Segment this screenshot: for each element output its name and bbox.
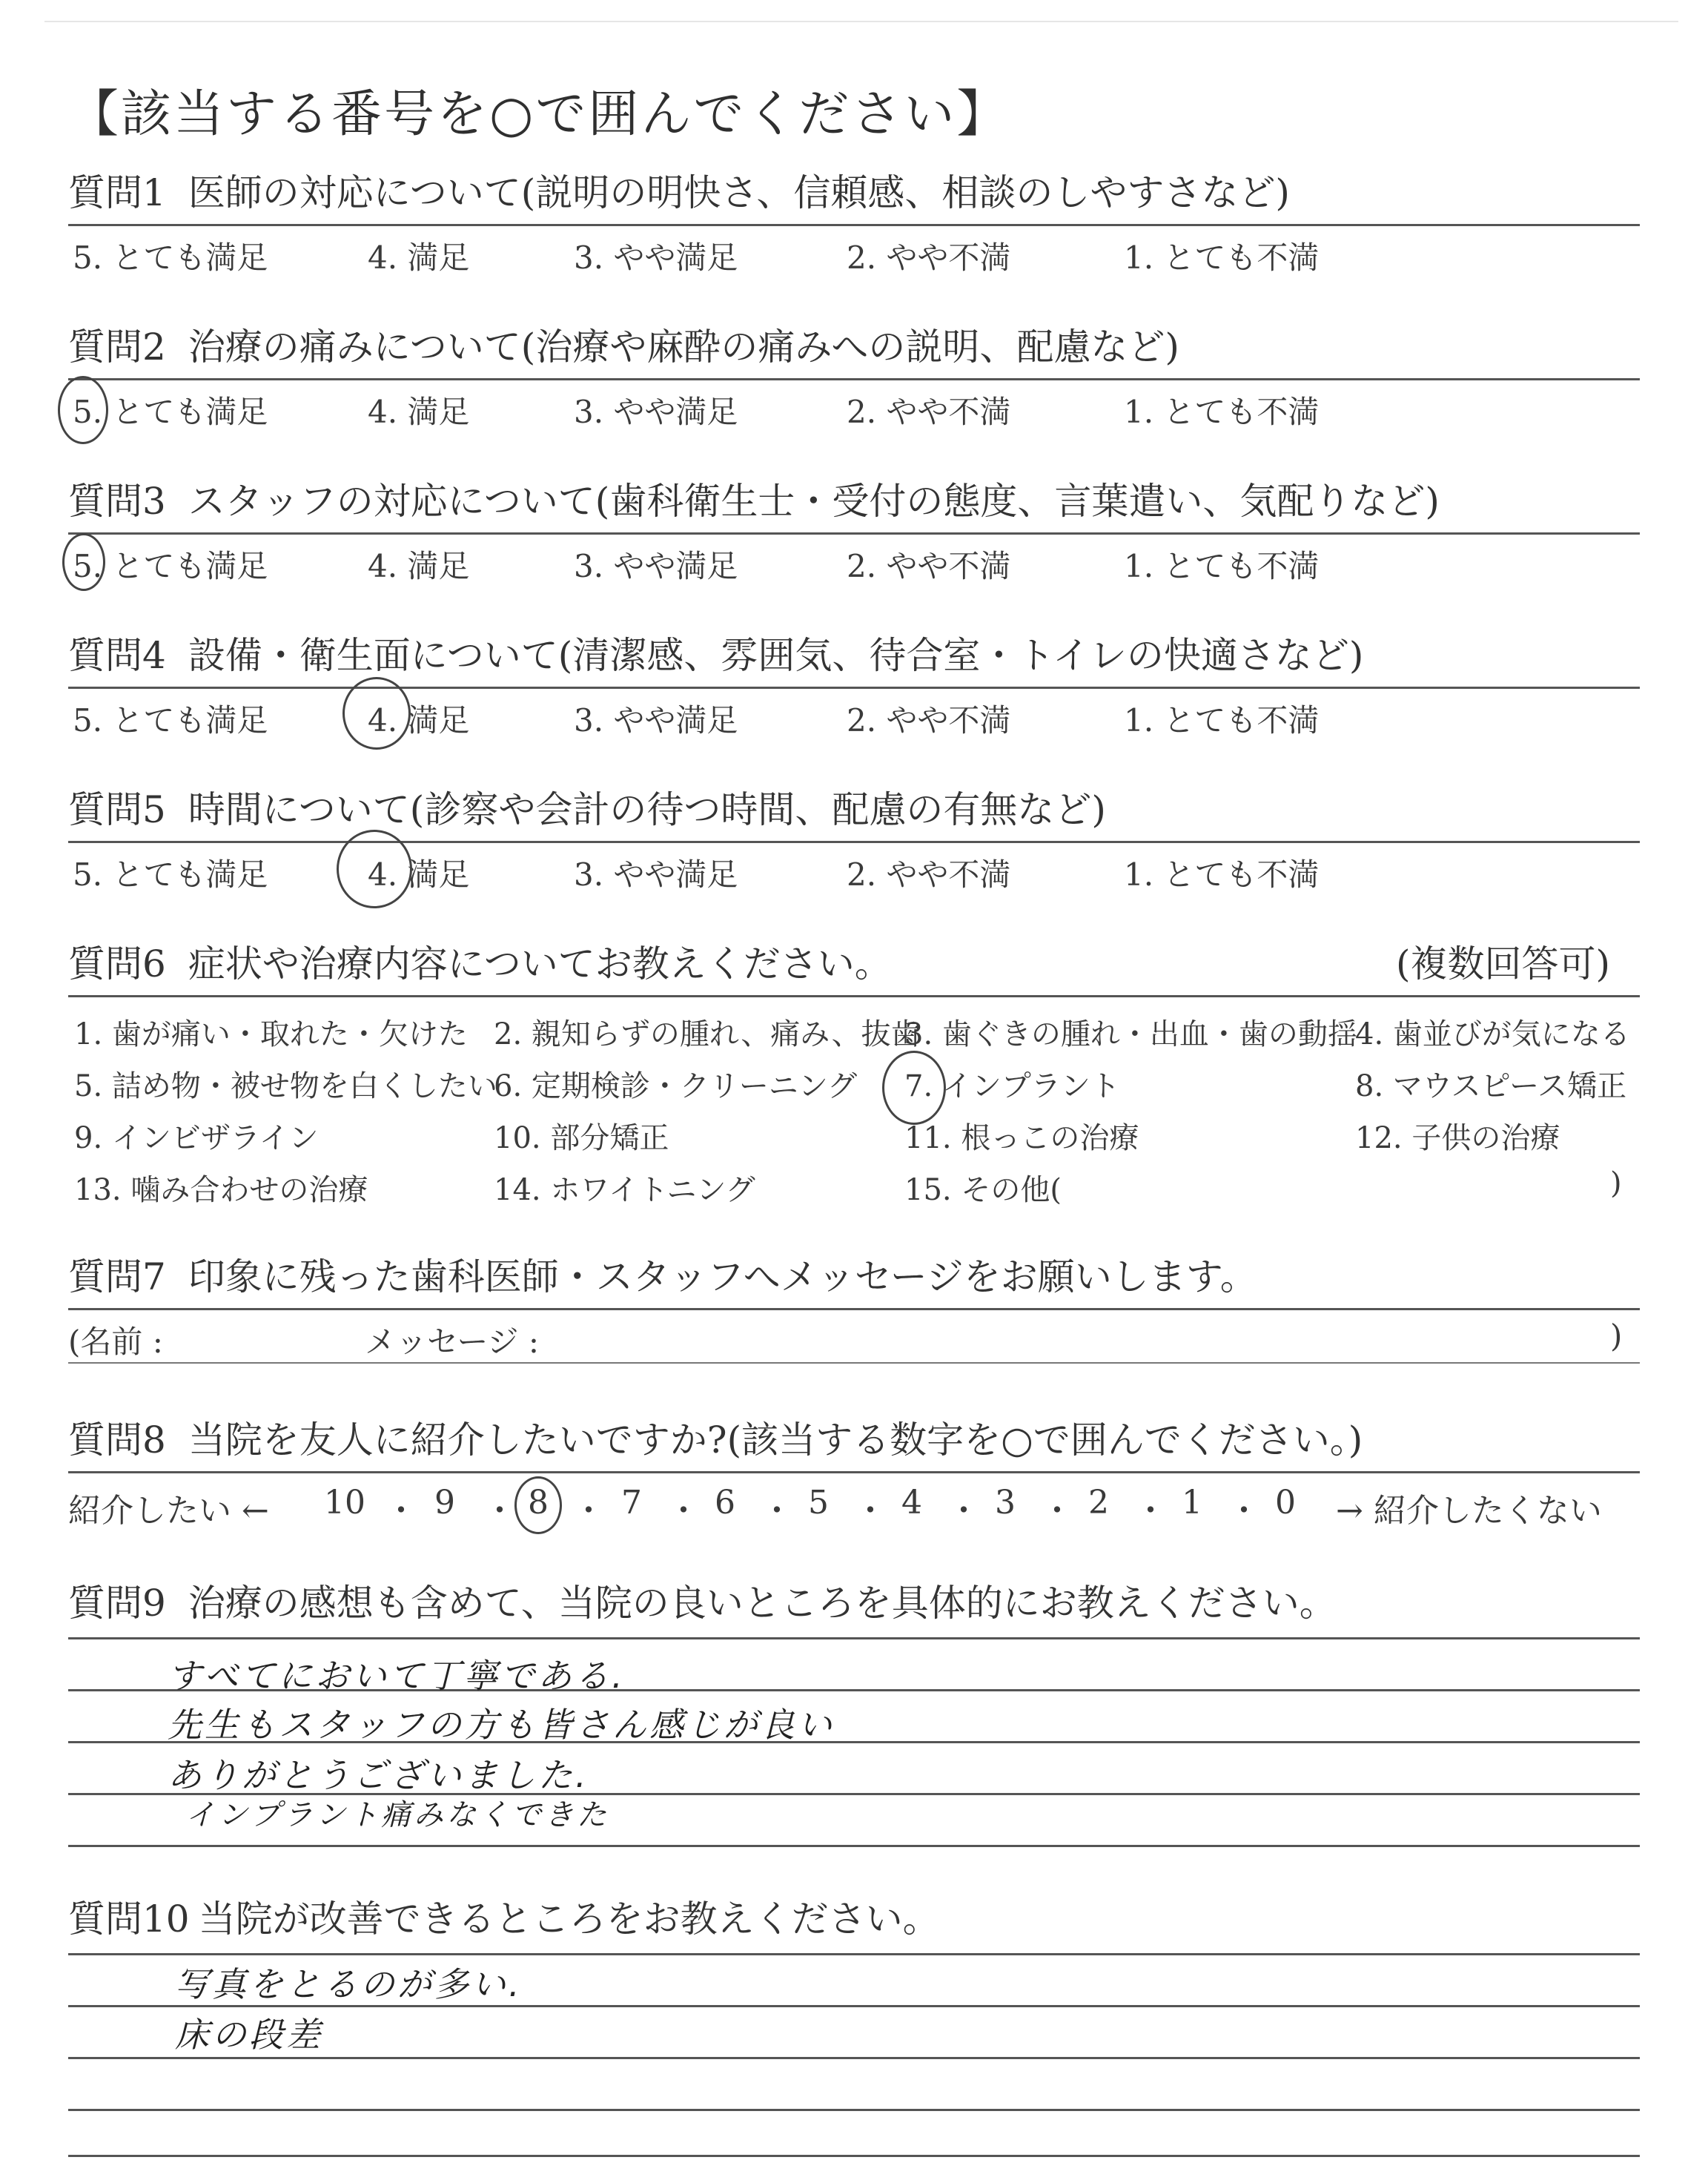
question-number: 質問7 <box>68 1255 166 1298</box>
symptom-option-11[interactable]: 11. 根っこの治療 <box>904 1121 1139 1155</box>
handwritten-answer-line-4: インプラント痛みなくできた <box>185 1798 609 1832</box>
symptom-option-10[interactable]: 10. 部分矯正 <box>494 1121 669 1155</box>
question-number: 質問10 <box>68 1898 190 1941</box>
answer-line <box>68 2057 1640 2059</box>
rating-option-4[interactable]: 4. 満足 <box>368 548 470 584</box>
symptom-option-13[interactable]: 13. 噛み合わせの治療 <box>74 1173 368 1207</box>
question-8 <box>68 1416 1640 1533</box>
question-number: 質問2 <box>68 326 166 369</box>
rating-option-5[interactable]: 5. とても満足 <box>73 856 268 893</box>
question-number: 質問5 <box>68 788 166 831</box>
rating-option-2[interactable]: 2. やや不満 <box>847 240 1011 276</box>
scale-separator: ・ <box>483 1492 516 1530</box>
scale-left-label: 紹介したい ← <box>68 1492 269 1530</box>
rating-option-5[interactable]: 5. とても満足 <box>73 394 268 430</box>
question-header <box>68 786 1640 843</box>
rating-option-4[interactable]: 4. 満足 <box>368 702 470 739</box>
question-3 <box>68 478 1640 587</box>
handwritten-answer-line-1: すべてにおいて丁寧である. <box>168 1656 626 1696</box>
question-text: 時間について(診察や会計の待つ時間、配慮の有無など) <box>188 788 1106 831</box>
scale-value-5[interactable]: 5 <box>808 1484 829 1522</box>
question-number: 質問1 <box>68 171 166 214</box>
rating-option-3[interactable]: 3. やや満足 <box>574 548 738 584</box>
rating-option-3[interactable]: 3. やや満足 <box>574 702 738 739</box>
scale-value-8[interactable]: 8 <box>528 1484 549 1522</box>
handwritten-answer-line-2: 床の段差 <box>175 2015 323 2055</box>
rating-options <box>68 535 1640 587</box>
symptom-option-3[interactable]: 3. 歯ぐきの腫れ・出血・歯の動揺 <box>904 1017 1357 1051</box>
rating-option-1[interactable]: 1. とても不満 <box>1124 240 1320 276</box>
question-header <box>68 478 1640 535</box>
page-title: 【該当する番号を○で囲んでください】 <box>68 85 1010 144</box>
question-text: スタッフの対応について(歯科衛生士・受付の態度、言葉遣い、気配りなど) <box>188 480 1440 523</box>
scale-separator: ・ <box>1228 1492 1260 1530</box>
scale-right-label: → 紹介したくない <box>1336 1492 1602 1530</box>
scale-value-6[interactable]: 6 <box>715 1484 735 1522</box>
selection-circle <box>342 677 411 750</box>
answer-line <box>68 2155 1640 2157</box>
symptom-option-5[interactable]: 5. 詰め物・被せ物を白くしたい <box>74 1069 497 1103</box>
question-text: 症状や治療内容についてお教えください。 <box>188 942 892 985</box>
answer-line <box>68 2109 1640 2111</box>
rating-option-2[interactable]: 2. やや不満 <box>847 394 1011 430</box>
scale-separator: ・ <box>667 1492 700 1530</box>
scale-separator: ・ <box>947 1492 980 1530</box>
rating-option-4[interactable]: 4. 満足 <box>368 240 470 276</box>
scale-value-10[interactable]: 10 <box>324 1484 365 1522</box>
scale-separator: ・ <box>761 1492 793 1530</box>
recommend-scale <box>68 1473 1640 1533</box>
rating-option-4[interactable]: 4. 満足 <box>368 394 470 430</box>
scale-value-7[interactable]: 7 <box>621 1484 642 1522</box>
scale-separator: ・ <box>385 1492 417 1530</box>
message-label: メッセージ : <box>365 1324 539 1360</box>
rating-options <box>68 843 1640 895</box>
question-header <box>68 632 1640 689</box>
top-border <box>44 21 1678 22</box>
rating-option-3[interactable]: 3. やや満足 <box>574 856 738 893</box>
symptom-option-4[interactable]: 4. 歯並びが気になる <box>1355 1017 1630 1051</box>
rating-option-4[interactable]: 4. 満足 <box>368 856 470 893</box>
rating-option-3[interactable]: 3. やや満足 <box>574 394 738 430</box>
selection-circle <box>58 376 108 444</box>
rating-option-5[interactable]: 5. とても満足 <box>73 240 268 276</box>
handwritten-answer-line-3: ありがとうございました. <box>168 1755 589 1795</box>
question-number: 質問4 <box>68 634 166 677</box>
scale-separator: ・ <box>854 1492 887 1530</box>
rating-option-2[interactable]: 2. やや不満 <box>847 702 1011 739</box>
symptom-options <box>68 997 1640 1212</box>
answer-line <box>68 1637 1640 1639</box>
rating-option-5[interactable]: 5. とても満足 <box>73 548 268 584</box>
message-field[interactable] <box>68 1310 1640 1364</box>
rating-option-3[interactable]: 3. やや満足 <box>574 240 738 276</box>
symptom-option-6[interactable]: 6. 定期検診・クリーニング <box>494 1069 858 1103</box>
rating-options <box>68 226 1640 278</box>
scale-value-2[interactable]: 2 <box>1088 1484 1109 1522</box>
question-number: 質問3 <box>68 480 166 523</box>
question-9 <box>68 1579 1640 1634</box>
scale-value-1[interactable]: 1 <box>1182 1484 1202 1522</box>
symptom-option-1[interactable]: 1. 歯が痛い・取れた・欠けた <box>74 1017 468 1051</box>
rating-options <box>68 689 1640 741</box>
question-header <box>68 1253 1640 1310</box>
question-text: 当院が改善できるところをお教えください。 <box>198 1898 940 1941</box>
selection-circle <box>337 830 412 908</box>
scale-value-9[interactable]: 9 <box>434 1484 455 1522</box>
question-10 <box>68 1895 1640 1950</box>
question-4 <box>68 632 1640 741</box>
scale-separator: ・ <box>572 1492 605 1530</box>
scale-value-3[interactable]: 3 <box>995 1484 1016 1522</box>
symptom-option-7[interactable]: 7. インプラント <box>904 1069 1120 1103</box>
question-5 <box>68 786 1640 895</box>
symptom-option-12[interactable]: 12. 子供の治療 <box>1355 1121 1560 1155</box>
question-text: 印象に残った歯科医師・スタッフへメッセージをお願いします。 <box>188 1255 1257 1298</box>
question-text: 設備・衛生面について(清潔感、雰囲気、待合室・トイレの快適さなど) <box>188 634 1364 677</box>
question-2 <box>68 323 1640 432</box>
question-header <box>68 940 1640 997</box>
symptom-option-9[interactable]: 9. インビザライン <box>74 1121 319 1155</box>
other-close-paren: ) <box>1610 1166 1622 1200</box>
question-header <box>68 323 1640 380</box>
scale-value-0[interactable]: 0 <box>1275 1484 1296 1522</box>
question-text: 治療の感想も含めて、当院の良いところを具体的にお教えください。 <box>188 1582 1337 1625</box>
question-text: 当院を友人に紹介したいですか?(該当する数字を○で囲んでください。) <box>188 1418 1363 1462</box>
message-close-paren: ) <box>1610 1318 1623 1354</box>
name-label: (名前 : <box>68 1324 163 1360</box>
rating-option-2[interactable]: 2. やや不満 <box>847 856 1011 893</box>
symptom-option-8[interactable]: 8. マウスピース矯正 <box>1355 1069 1627 1103</box>
question-number: 質問8 <box>68 1418 166 1462</box>
selection-circle <box>882 1051 946 1125</box>
question-6 <box>68 940 1640 1212</box>
question-1 <box>68 169 1640 278</box>
rating-options <box>68 380 1640 432</box>
rating-option-5[interactable]: 5. とても満足 <box>73 702 268 739</box>
rating-option-2[interactable]: 2. やや不満 <box>847 548 1011 584</box>
rating-option-1[interactable]: 1. とても不満 <box>1124 394 1320 430</box>
question-7 <box>68 1253 1640 1364</box>
answer-line <box>68 1845 1640 1847</box>
selection-circle <box>514 1476 562 1534</box>
question-header <box>68 169 1640 226</box>
scale-separator: ・ <box>1134 1492 1167 1530</box>
symptom-option-15[interactable]: 15. その他( <box>904 1173 1062 1207</box>
question-header <box>68 1416 1640 1473</box>
handwritten-answer-line-1: 写真をとるのが多い. <box>175 1964 523 2004</box>
question-text: 治療の痛みについて(治療や麻酔の痛みへの説明、配慮など) <box>188 326 1179 369</box>
selection-circle <box>62 533 105 591</box>
scale-separator: ・ <box>1041 1492 1073 1530</box>
rating-option-1[interactable]: 1. とても不満 <box>1124 856 1320 893</box>
handwritten-answer-line-2: 先生もスタッフの方も皆さん感じが良い <box>168 1705 835 1745</box>
question-number: 質問9 <box>68 1582 166 1625</box>
question-text: 医師の対応について(説明の明快さ、信頼感、相談のしやすさなど) <box>188 171 1290 214</box>
rating-option-1[interactable]: 1. とても不満 <box>1124 548 1320 584</box>
question-header <box>68 1579 1640 1634</box>
scale-value-4[interactable]: 4 <box>901 1484 922 1522</box>
answer-line <box>68 1953 1640 1955</box>
symptom-option-2[interactable]: 2. 親知らずの腫れ、痛み、抜歯 <box>494 1017 921 1051</box>
symptom-option-14[interactable]: 14. ホワイトニング <box>494 1173 755 1207</box>
question-header <box>68 1895 1640 1950</box>
rating-option-1[interactable]: 1. とても不満 <box>1124 702 1320 739</box>
multiple-answers-note: (複数回答可) <box>1395 942 1610 985</box>
question-number: 質問6 <box>68 942 166 985</box>
